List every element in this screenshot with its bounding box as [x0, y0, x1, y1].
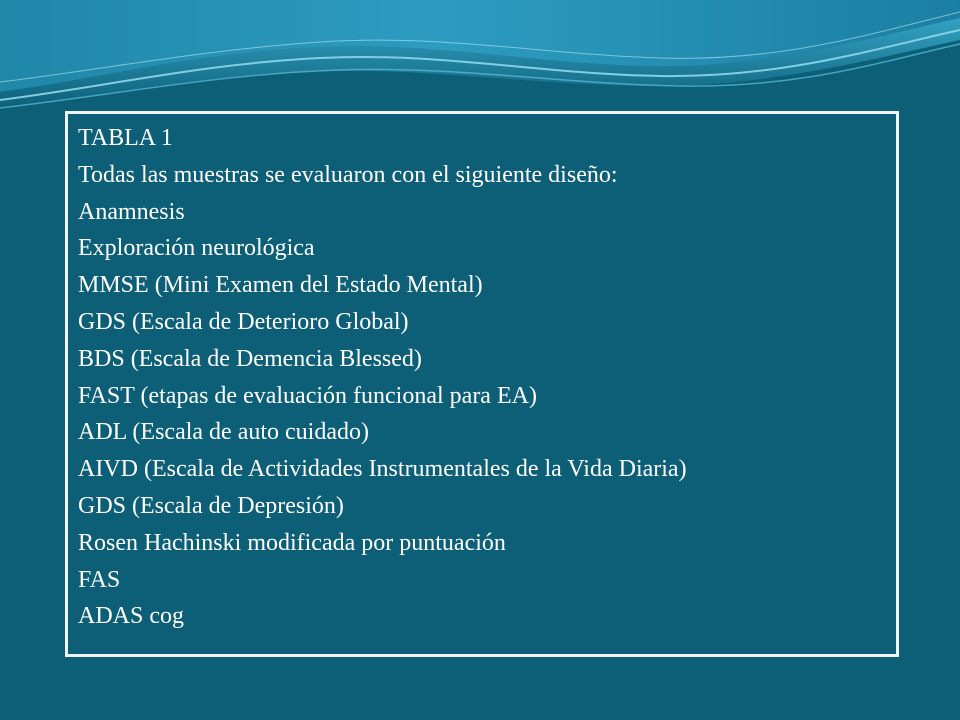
text-lines — [78, 120, 896, 635]
list-item: MMSE (Mini Examen del Estado Mental) — [78, 272, 483, 299]
list-item: ADL (Escala de auto cuidado) — [78, 419, 369, 446]
intro-line: Todas las muestras se evaluaron con el siguiente diseño: — [78, 161, 618, 188]
list-item: GDS (Escala de Depresión) — [78, 492, 344, 519]
list-item: AIVD (Escala de Actividades Instrumentales de la Vida Diaria) — [78, 456, 687, 483]
list-item: Rosen Hachinski modificada por puntuación — [78, 529, 506, 556]
list-item: BDS (Escala de Demencia Blessed) — [78, 345, 422, 372]
list-item: Anamnesis — [78, 198, 185, 225]
list-item: Exploración neurológica — [78, 235, 315, 262]
list-item: ADAS cog — [78, 603, 184, 630]
list-item: GDS (Escala de Deterioro Global) — [78, 308, 409, 335]
list-item: FAS — [78, 566, 121, 593]
list-item: FAST (etapas de evaluación funcional para EA) — [78, 382, 537, 409]
table-title: TABLA 1 — [78, 125, 173, 151]
table-text-box — [65, 111, 899, 657]
